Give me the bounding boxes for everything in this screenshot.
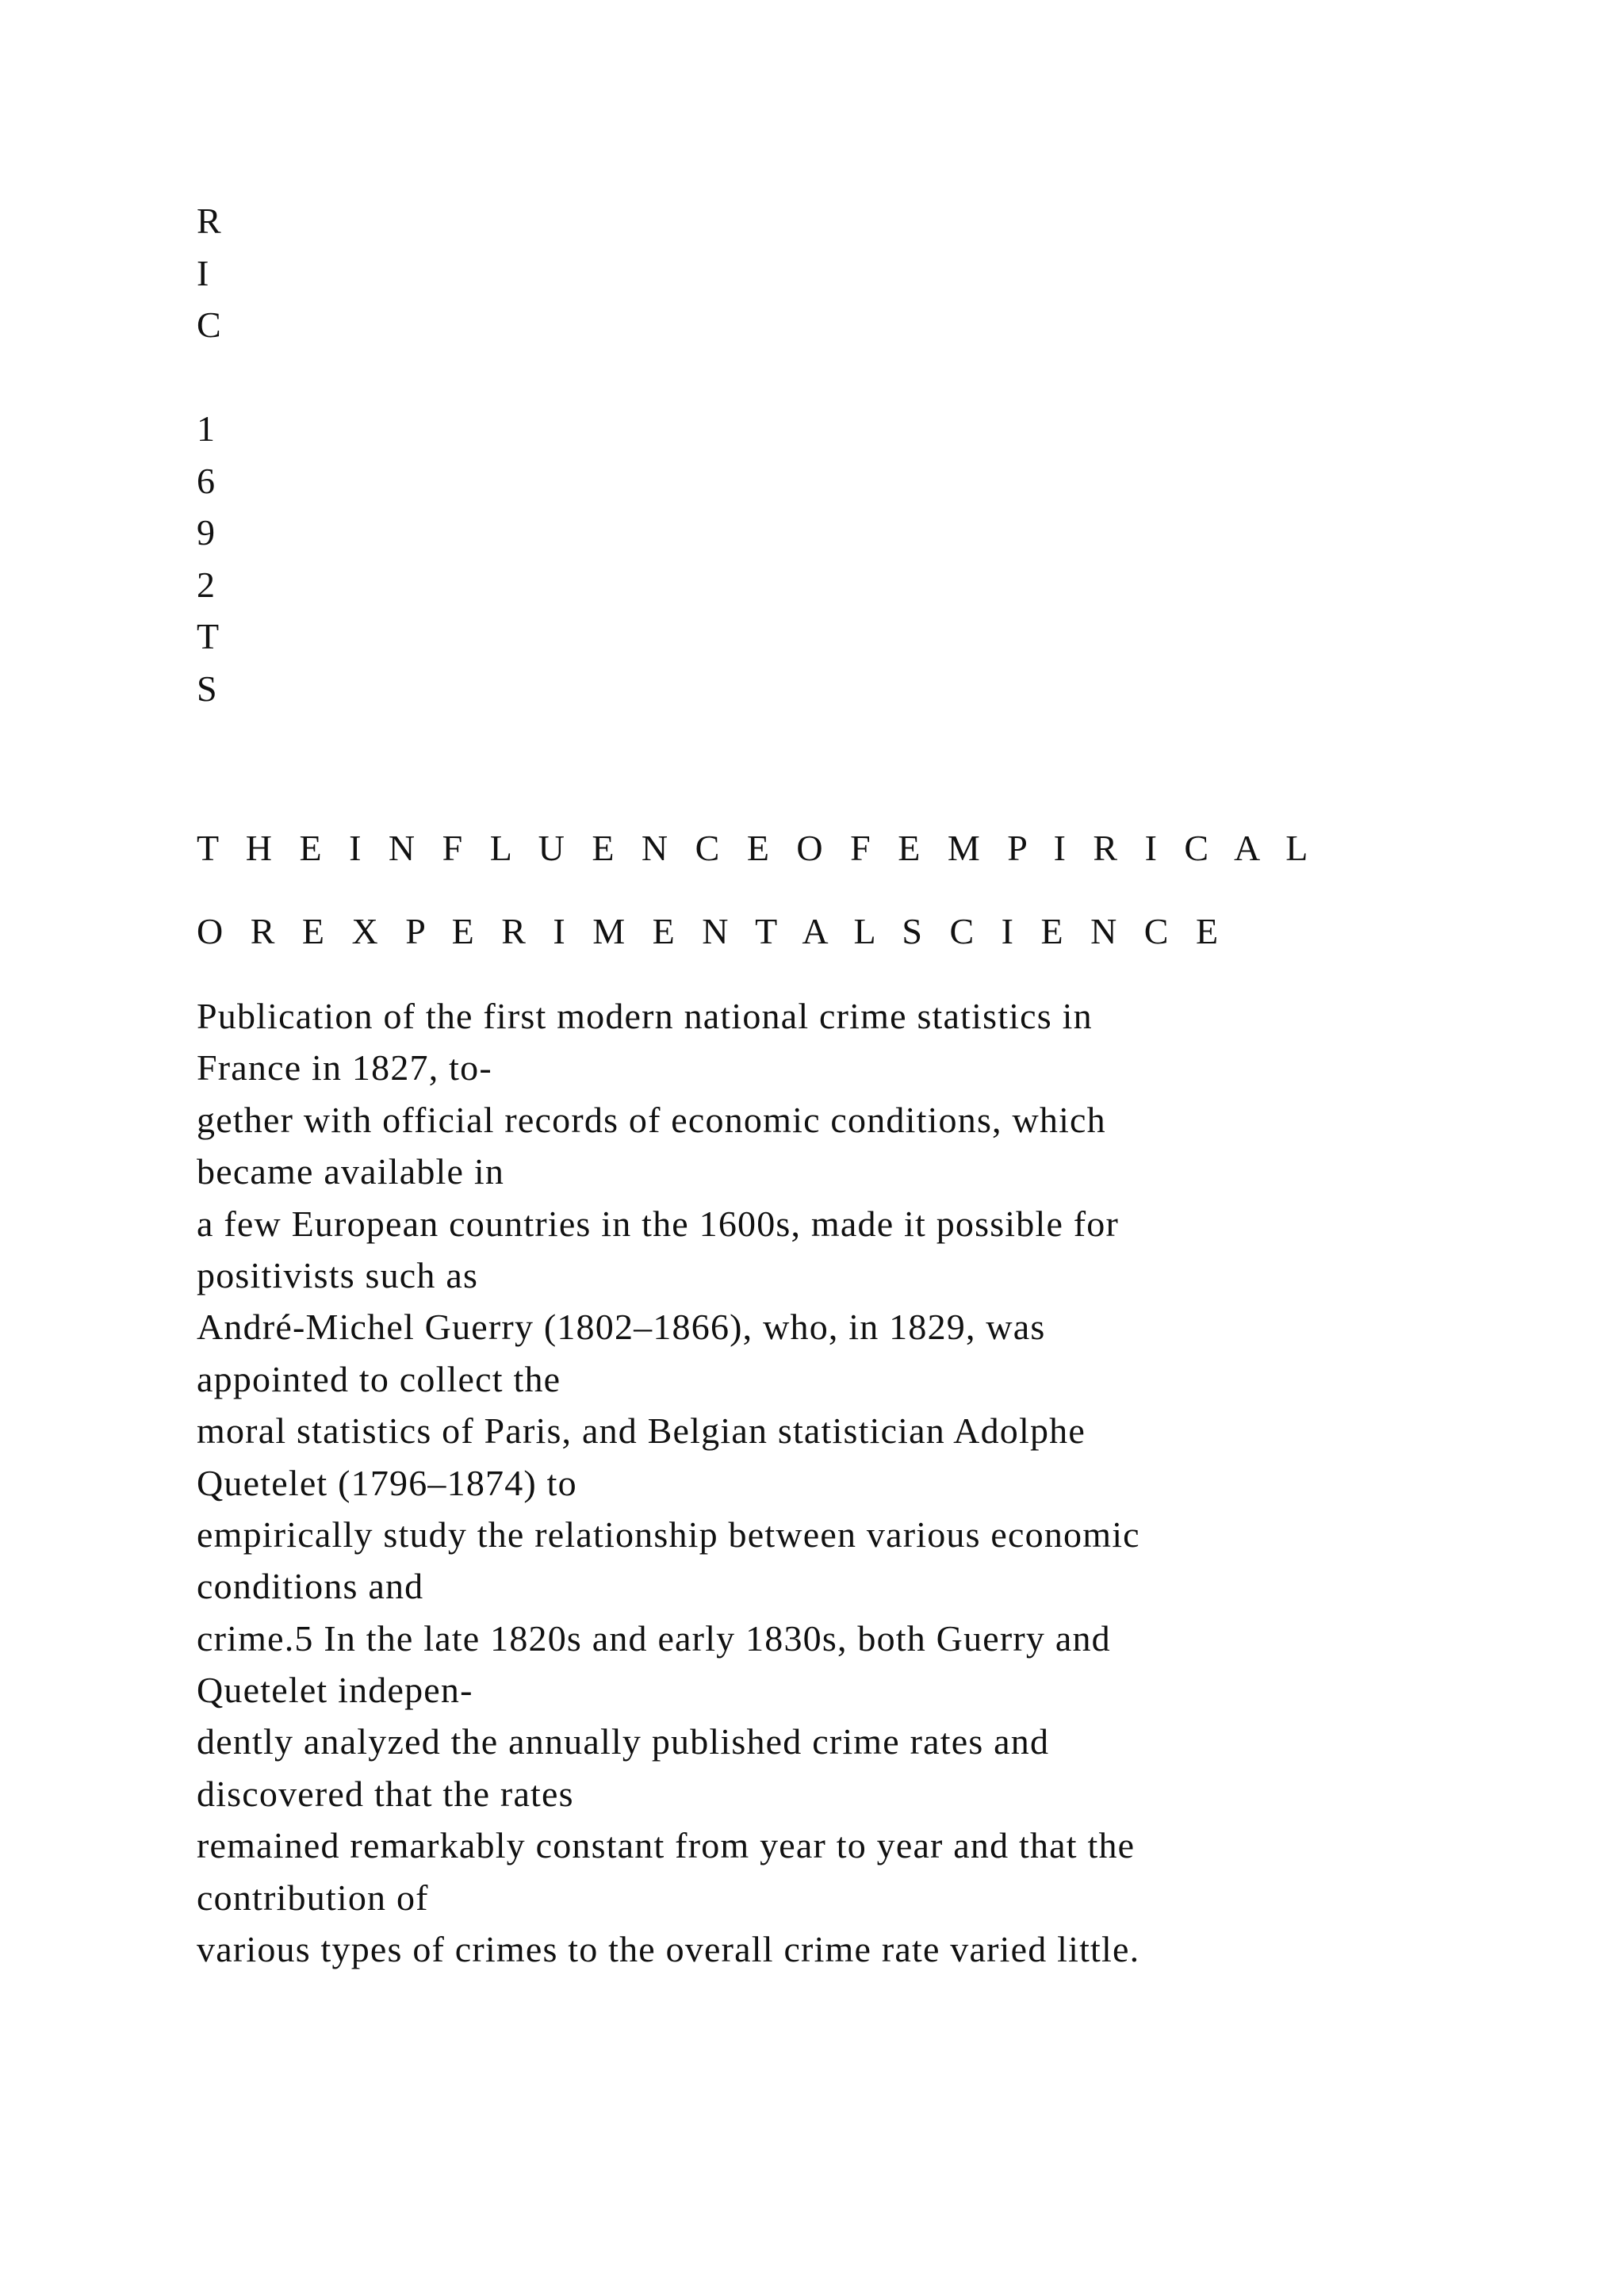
vertical-label-char: 9 — [197, 512, 215, 553]
text-line: a few European countries in the 1600s, made it possible for — [197, 1203, 1120, 1244]
text-line: Publication of the first modern national crime statistics in — [197, 996, 1093, 1036]
vertical-label-char: 6 — [197, 460, 215, 501]
text-line: conditions and — [197, 1566, 424, 1607]
text-line: moral statistics of Paris, and Belgian statistician Adolphe — [197, 1410, 1086, 1452]
vertical-label-char: C — [197, 304, 221, 345]
text-line: contribution of — [197, 1877, 429, 1918]
text-line: André-Michel Guerry (1802–1866), who, in 1829, was — [197, 1307, 1046, 1348]
vertical-label-char: R — [197, 201, 221, 241]
text-line: positivists such as — [197, 1254, 479, 1295]
vertical-label — [197, 195, 1561, 714]
text-line: became available in — [197, 1151, 505, 1192]
vertical-label-char — [197, 351, 1561, 404]
text-line: Quetelet indepen- — [197, 1670, 473, 1711]
text-line: appointed to collect the — [197, 1358, 561, 1399]
text-line: gether with official records of economic conditions, which — [197, 1099, 1106, 1140]
body-paragraph — [197, 990, 1561, 1975]
section-heading-line-2: O R E X P E R I M E N T A L S C I E N C E — [197, 911, 1228, 951]
text-line: empirically study the relationship between various economic — [197, 1513, 1140, 1555]
text-line: Quetelet (1796–1874) to — [197, 1462, 577, 1503]
page-content — [197, 195, 1561, 1975]
vertical-label-char: I — [197, 252, 209, 293]
vertical-label-char: 2 — [197, 564, 215, 605]
vertical-label-char: S — [197, 668, 217, 709]
section-heading-line-1: T H E I N F L U E N C E O F E M P I R I C A L — [197, 828, 1317, 868]
text-line: remained remarkably constant from year to year and that the — [197, 1825, 1136, 1866]
vertical-label-char: T — [197, 616, 220, 656]
text-line: discovered that the rates — [197, 1773, 574, 1814]
text-line: dently analyzed the annually published crime rates and — [197, 1721, 1050, 1762]
text-line: France in 1827, to- — [197, 1047, 492, 1089]
text-line: crime.5 In the late 1820s and early 1830s, both Guerry and — [197, 1617, 1111, 1659]
vertical-label-char: 1 — [197, 408, 215, 449]
text-line: various types of crimes to the overall crime rate varied little. — [197, 1929, 1140, 1970]
